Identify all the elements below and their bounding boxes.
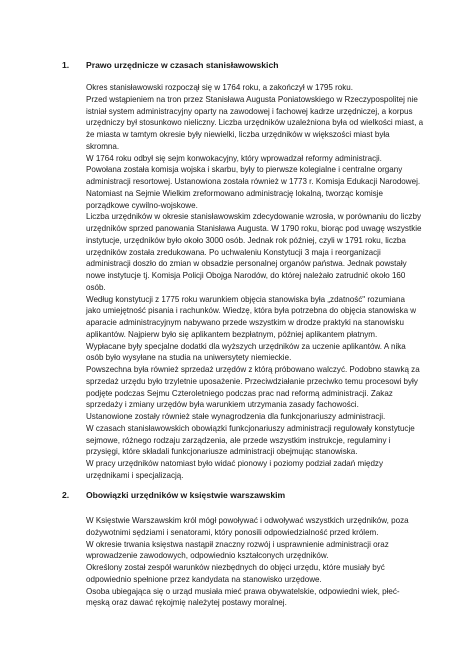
text-line: administracji doszło do zmian w obsadzie personalnej organów państwa. Jednak powstały [86,259,407,269]
text-line: istniał system administracyjny oparty na zawodowej i fachowej kadrze urzędniczej, a korpus [86,106,413,116]
text-line: sprzedaży i zmiany urzędów była warunkiem utrzymania zasady fachowości. [86,400,359,410]
text-line: odpowiednio spełnione przez kandydata na stanowisko urzędowe. [86,574,322,584]
section-2-heading [62,490,285,501]
text-line: sprzedaż urzędu było trzyletnie uposażenie. Przeciwdziałanie przeciwko temu procesowi były [86,376,418,386]
text-line: W czasach stanisławowskich obowiązki funkcjonariuszy administracji regulowały konstytucje [86,423,415,433]
text-line: Powszechna była również sprzedaż urzędów z którą próbowano walczyć. Podobno stawką za [86,365,420,374]
text-line: urzędniczy był stosunkowo nieliczny. Liczba urzędników uzależniona była od wielkości miast, a [86,118,424,128]
text-line: W pracy urzędników natomiast było widać pionowy i poziomy podział zadań między [86,459,383,468]
section-2-number: 2. [62,490,70,500]
text-line: Okres stanisławowski rozpoczął się w 1764 roku, a zakończył w 1795 roku. [86,83,354,92]
text-line: W okresie trwania księstwa nastąpił znaczny rozwój i usprawnienie administracji oraz [86,539,389,549]
text-line: W 1764 roku odbył się sejm konwokacyjny, który wprowadzał reformy administracji. [86,153,382,163]
section-1-number: 1. [62,60,70,70]
text-line: Ustanowione zostały również stałe wynagrodzenia dla funkcjonariuszy administracji. [86,412,386,421]
text-line: urzędnikami i specjalizacją. [86,470,184,480]
text-line: Liczba urzędników w okresie stanisławowskim zdecydowanie wzrosła, w porównaniu do liczby [86,212,421,222]
text-line: osób. [86,282,106,292]
text-line: Wypłacane były specjalne dodatki dla wyższych urzędników za uczenie aplikantów. A nika [86,341,406,351]
text-line: aparacie administracyjnym nabywano przede wszystkim w drodze praktyki na stanowisku [86,318,404,327]
text-line: Natomiast na Sejmie Wielkim zreformowano administrację lokalną, tworząc komisje [86,188,383,198]
section-2-body [86,515,409,609]
text-line: W Księstwie Warszawskim król mógł powoływać i odwoływać wszystkich urzędników, poza [86,516,409,525]
text-line: wprowadzenie zawodowych, odpowiednio kształconych urzędników. [86,551,329,561]
text-line: Powołana została komisja wojska i skarbu, były to pierwsze kolegialne i centralne organy [86,165,403,175]
text-line: męską oraz dawać rękojmię należytej postawy moralnej. [86,598,287,608]
section-1-title: Prawo urzędnicze w czasach stanisławowskich [86,60,279,70]
text-line: urzędników została zredukowana. Po uchwaleniu Konstytucji 3 maja i reorganizacji [86,247,381,257]
text-line: Określony został zespół warunków niezbędnych do objęci urzędu, które musiały być [86,563,385,572]
text-line: nowe instytucje tj. Komisja Policji Obojga Narodów, do której należało zatrudnić około 160 [86,271,406,280]
text-line: osób było wysyłane na studia na uniwersytety niemieckie. [86,353,292,363]
text-line: porządkowe cywilno-wojskowe. [86,200,198,210]
text-line: sejmowe, różnego rodzaju zarządzenia, ale przede wszystkim instrukcje, regulaminy i [86,435,391,445]
text-line: skromna. [86,141,120,151]
text-line: aplikantów. Najpierw było się aplikantem bezpłatnym, później aplikantem płatnym. [86,329,378,339]
section-1-body [86,82,424,482]
text-line: Przed wstąpieniem na tron przez Stanisława Augusta Poniatowskiego w Rzeczypospolitej nie [86,94,418,104]
text-line: jako umiejętność pisania i rachunków. Wiedzę, która była potrzebna do objęcia stanowiska w [86,306,417,316]
text-line: urzędników sprzed panowania Stanisława Augusta. W 1790 roku, biorąc pod uwagę wszystkie [86,224,422,233]
text-line: administracji resortowej. Ustanowiona została również w 1773 r. Komisja Edukacji Narodowej. [86,177,421,186]
text-line: dożywotnimi sędziami i senatorami, który ponosili odpowiedzialność przed królem. [86,527,379,537]
text-line: Osoba ubiegająca się o urząd musiała mieć prawa obywatelskie, odpowiedni wiek, płeć- [86,586,400,596]
text-line: instytucje, urzędników było około 3000 osób. Jednak rok później, czyli w 1791 roku, liczba [86,235,406,245]
section-1-heading [62,60,278,71]
section-2-title: Obowiązki urzędników w księstwie warszawskim [86,490,286,500]
text-line: Według konstytucji z 1775 roku warunkiem objęcia stanowiska była „zdatność" rozumiana [86,294,405,304]
text-line: podjęte podczas Sejmu Czteroletniego podczas prac nad reformą administracji. Zakaz [86,388,393,398]
text-line: że miasta w tamtym okresie były niewielki, liczba urzędników w większości miast była [86,130,390,139]
text-line: przysięgi, które składali funkcjonariusze administracji obejmując stanowiska. [86,447,358,457]
